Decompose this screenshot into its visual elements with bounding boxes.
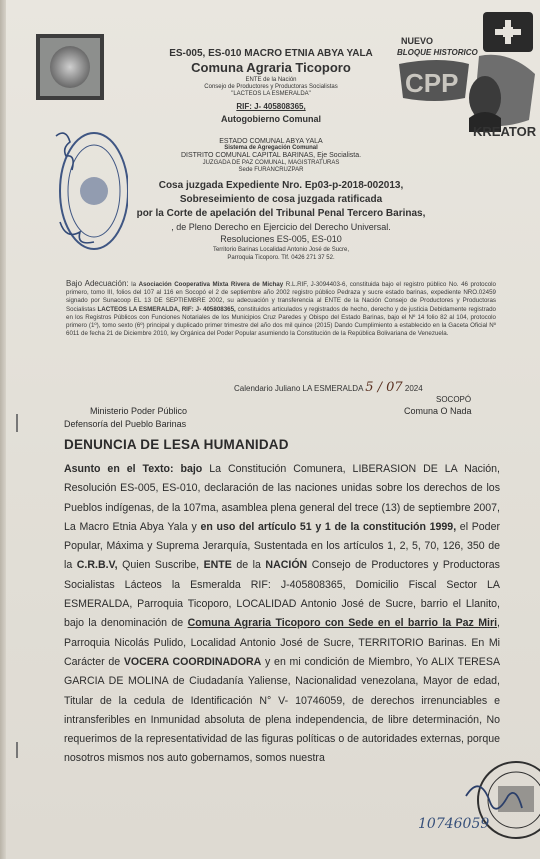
court-sede: Sede FURANCRUZPAR [238, 167, 304, 173]
body-text: La Constitución Comunera, LIBERASION DE LA Nación, Resolución ES-005, ES-010, declaración de las naciones unidas sobre los derechos de los Pueblos indígenas, de la 107ma, asamblea plena general del trece (13) de septiembre 2007, La Macro Etnia Abya Yala y [64, 463, 500, 533]
calendar-place: SOCOPÓ [436, 395, 472, 404]
adecuacion-paragraph [66, 280, 496, 338]
body-text: el Poder Popular, Máxima y Suprema Jerarquía, Sustentada en los artículos 1, 2, 5, 70, 126, 350 de la [64, 520, 500, 572]
recipient-ministerio: Ministerio Poder Público [90, 406, 188, 416]
header-rif: RIF: J- 405808365, [236, 102, 306, 111]
adecuacion-coop: Asociación Cooperativa Mixta Rivera de Michay [138, 281, 284, 288]
logo-letters: CPP [405, 68, 459, 98]
body-nacion: NACIÓN [265, 559, 308, 572]
adecuacion-lead: Bajo Adecuación: [66, 279, 129, 288]
court-territorio: Territorio Barinas Localidad Antonio José de Sucre, [212, 247, 350, 253]
court-estado: ESTADO COMUNAL ABYA YALA [219, 138, 323, 145]
signature-number: 10746059 [418, 816, 490, 832]
header-lacteos: "LACTEOS LA ESMERALDA" [231, 91, 311, 97]
margin-mark [16, 414, 18, 432]
calendar-year: 2024 [404, 384, 423, 393]
body-crbv: C.R.B.V, [76, 559, 118, 572]
photo-stamp [36, 34, 104, 100]
body-vocera: VOCERA COORDINADORA [123, 655, 262, 668]
adecuacion-text: R.L.RIF, J-3094403-6, constituida bajo el registro público No. 46 protocolo primero, tomo III, folios del 107 al 116 en Socopó el 2 de septiembre año 2002 registro público Pedraza y sucre estado barinas, expediente NRO.02459 signado por Sunacoop EL 13 DE SEPTIEMBRE 2002, su adecuación y transferencia al ENTE de la Nación Consejo de Productores y Productoras Socialistas [66, 281, 496, 313]
body-text: Quien Suscribe, [117, 559, 204, 572]
body-sede: Comuna Agraria Ticoporo con Sede en el barrio la Paz Miri [187, 617, 498, 630]
body-text: , Parroquia Nicolás Pulido, Localidad Antonio José de Sucre, TERRITORIO Barinas. En Mi Carácter de [64, 617, 500, 668]
adecuacion-text: constituidos articulados y registrados de hecho, derecho y de justicia Debidamente registrado en los Registros Públicos con Funciones Notariales de los Municipios Cruz Paredes y Obispo del Estado Barinas, bajo el Nº 14 folio 82 al 104, protocolo primero (1º), tomo sexto (6º) principal y duplicado primer trimestre del año dos mil quince (2015) Dando Cumplimiento a establecido en la Gaceta Oficial Nº 6011 de fecha 21 de Diciembre 2010, ley Orgánica del Poder Popular asumiendo la Constitución de la República Bolivariana de Venezuela. [66, 305, 496, 338]
court-expediente: Cosa juzgada Expediente Nro. Ep03-p-2018-002013, [158, 180, 404, 191]
court-pleno: , de Pleno Derecho en Ejercicio del Derecho Universal. [171, 222, 391, 232]
logo-nuevo: NUEVO [401, 36, 434, 46]
body-asunto: Asunto en el Texto: [64, 463, 174, 475]
adecuacion-text: la [128, 281, 139, 288]
header-codes: ES-005, ES-010 MACRO ETNIA ABYA YALA [169, 48, 373, 59]
bloque-historico-logo [391, 6, 540, 141]
court-sistema: Sistema de Agregación Comunal [224, 145, 318, 151]
body-bajo: bajo [180, 463, 203, 475]
logo-bloque: BLOQUE HISTORICO [397, 48, 478, 57]
body-text: y en mi condición de Miembro, Yo ALIX TERESA GARCIA DE MOLINA de Ciudadanía Yaliense, Nacionalidad venezolana, Mayor de edad, Titular de la cedula de Identificación N° V- 10746059, de derechos irrenunciables e intransferibles en Inmunidad absoluta de plena independencia, de libre determinación, No requerimos de la representatividad de las figuras políticas o de autoridades externas, porque nosotros mismos nos auto gobernamos, somos nuestra [64, 655, 501, 765]
document-page [6, 0, 540, 859]
court-corte: por la Corte de apelación del Tribunal Penal Tercero Barinas, [136, 208, 426, 219]
calendar-line [234, 380, 514, 395]
logo-kreator: KREATOR [473, 124, 537, 139]
header-consejo: Consejo de Productores y Productoras Socialistas [204, 84, 338, 90]
calendar-date: 5 / 07 [365, 380, 403, 395]
body-ente: ENTE [203, 559, 232, 572]
body-text: Consejo de Productores y Productoras Socialistas Lácteos la Esmeralda RIF: J-405808365, Domicilio Fiscal Sector LA ESMERALDA, Parroquia Ticoporo, LOCALIDAD Antonio José de Sucre, barrio el Llanito, bajo la denominación de [64, 559, 500, 630]
adecuacion-lacteos: LACTEOS LA ESMERALDA, RIF: J- 405808365, [97, 305, 236, 313]
round-seal-right [462, 756, 540, 846]
round-seal-left [54, 126, 128, 256]
header-comuna: Comuna Agraria Ticoporo [191, 60, 351, 75]
body-uso: en uso del artículo 51 y 1 de la constitución 1999, [200, 520, 457, 533]
body-text: de la [231, 559, 266, 572]
recipient-defensoria: Defensoría del Pueblo Barinas [64, 419, 187, 429]
court-parroquia: Parroquia Ticoporo. Tlf. 0426 271 37 52. [227, 255, 335, 261]
margin-mark [16, 742, 18, 758]
header-ente: ENTE de la Nación [245, 77, 297, 83]
document-title: DENUNCIA DE LESA HUMANIDAD [64, 437, 289, 452]
recipient-comuna: Comuna O Nada [404, 406, 472, 416]
court-juzgado: JUZGADA DE PAZ COMUNAL, MAGISTRATURAS [202, 160, 340, 166]
calendar-label: Calendario Juliano LA ESMERALDA [234, 384, 363, 393]
body-paragraph [64, 460, 500, 769]
header-autogobierno: Autogobierno Comunal [221, 114, 321, 124]
court-resoluciones: Resoluciones ES-005, ES-010 [220, 234, 342, 244]
court-distrito: DISTRITO COMUNAL CAPITAL BARINAS, Eje Socialista. [180, 152, 362, 159]
court-sobreseimiento: Sobreseimiento de cosa juzgada ratificada [179, 194, 383, 205]
